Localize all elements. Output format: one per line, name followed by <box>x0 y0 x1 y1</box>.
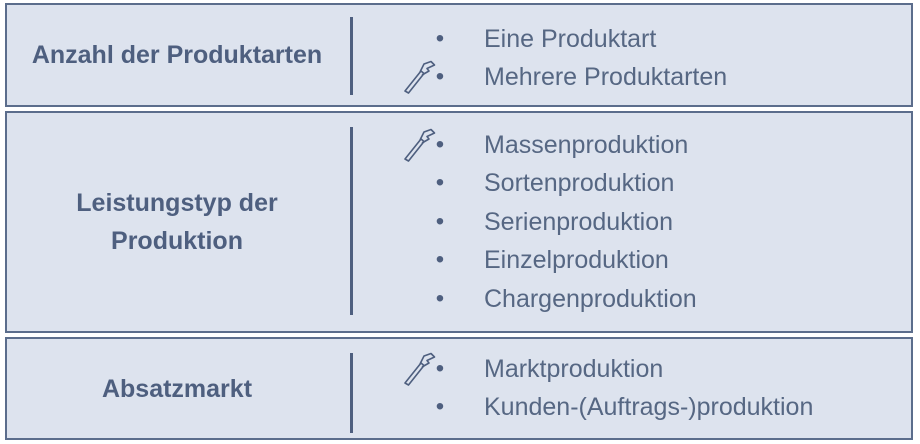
bullet: • <box>435 284 445 312</box>
row-label <box>7 113 347 331</box>
list-item-text: Mehrere Produktarten <box>484 63 728 92</box>
bullet: • <box>435 207 445 235</box>
list-item-text: Marktproduktion <box>484 355 664 383</box>
row-leistungstyp-der-produktion <box>5 111 913 333</box>
wrench-icon <box>402 128 436 162</box>
list-item-text: Eine Produktart <box>484 25 657 53</box>
row-label-text: Absatzmarkt <box>101 374 253 403</box>
bullet: • <box>435 355 445 382</box>
row-label <box>7 5 347 105</box>
bullet: • <box>435 169 445 197</box>
row-label-line: Leistungstyp der <box>76 189 278 217</box>
list-item-text: Einzelproduktion <box>484 246 669 275</box>
row-label-line: Produktion <box>111 227 243 255</box>
list-item-text: Serienproduktion <box>484 207 674 236</box>
bullet: • <box>435 246 445 274</box>
row-divider <box>350 17 353 95</box>
list-item-text: Sortenproduktion <box>484 169 675 198</box>
row-absatzmarkt <box>5 337 913 440</box>
row-label-text: Anzahl der Produktarten <box>31 41 323 69</box>
bullet: • <box>435 131 445 158</box>
wrench-icon <box>402 352 436 386</box>
bullet: • <box>435 393 445 421</box>
wrench-icon <box>402 60 436 94</box>
row-label <box>7 339 347 438</box>
row-divider <box>350 127 353 315</box>
bullet: • <box>435 63 445 91</box>
list-item-text: Kunden-(Auftrags-)produktion <box>484 393 814 422</box>
bullet: • <box>435 25 445 52</box>
row-anzahl-der-produktarten <box>5 3 913 107</box>
list-item-text: Chargenproduktion <box>484 284 697 313</box>
list-item-text: Massenproduktion <box>484 131 689 159</box>
row-divider <box>350 353 353 433</box>
